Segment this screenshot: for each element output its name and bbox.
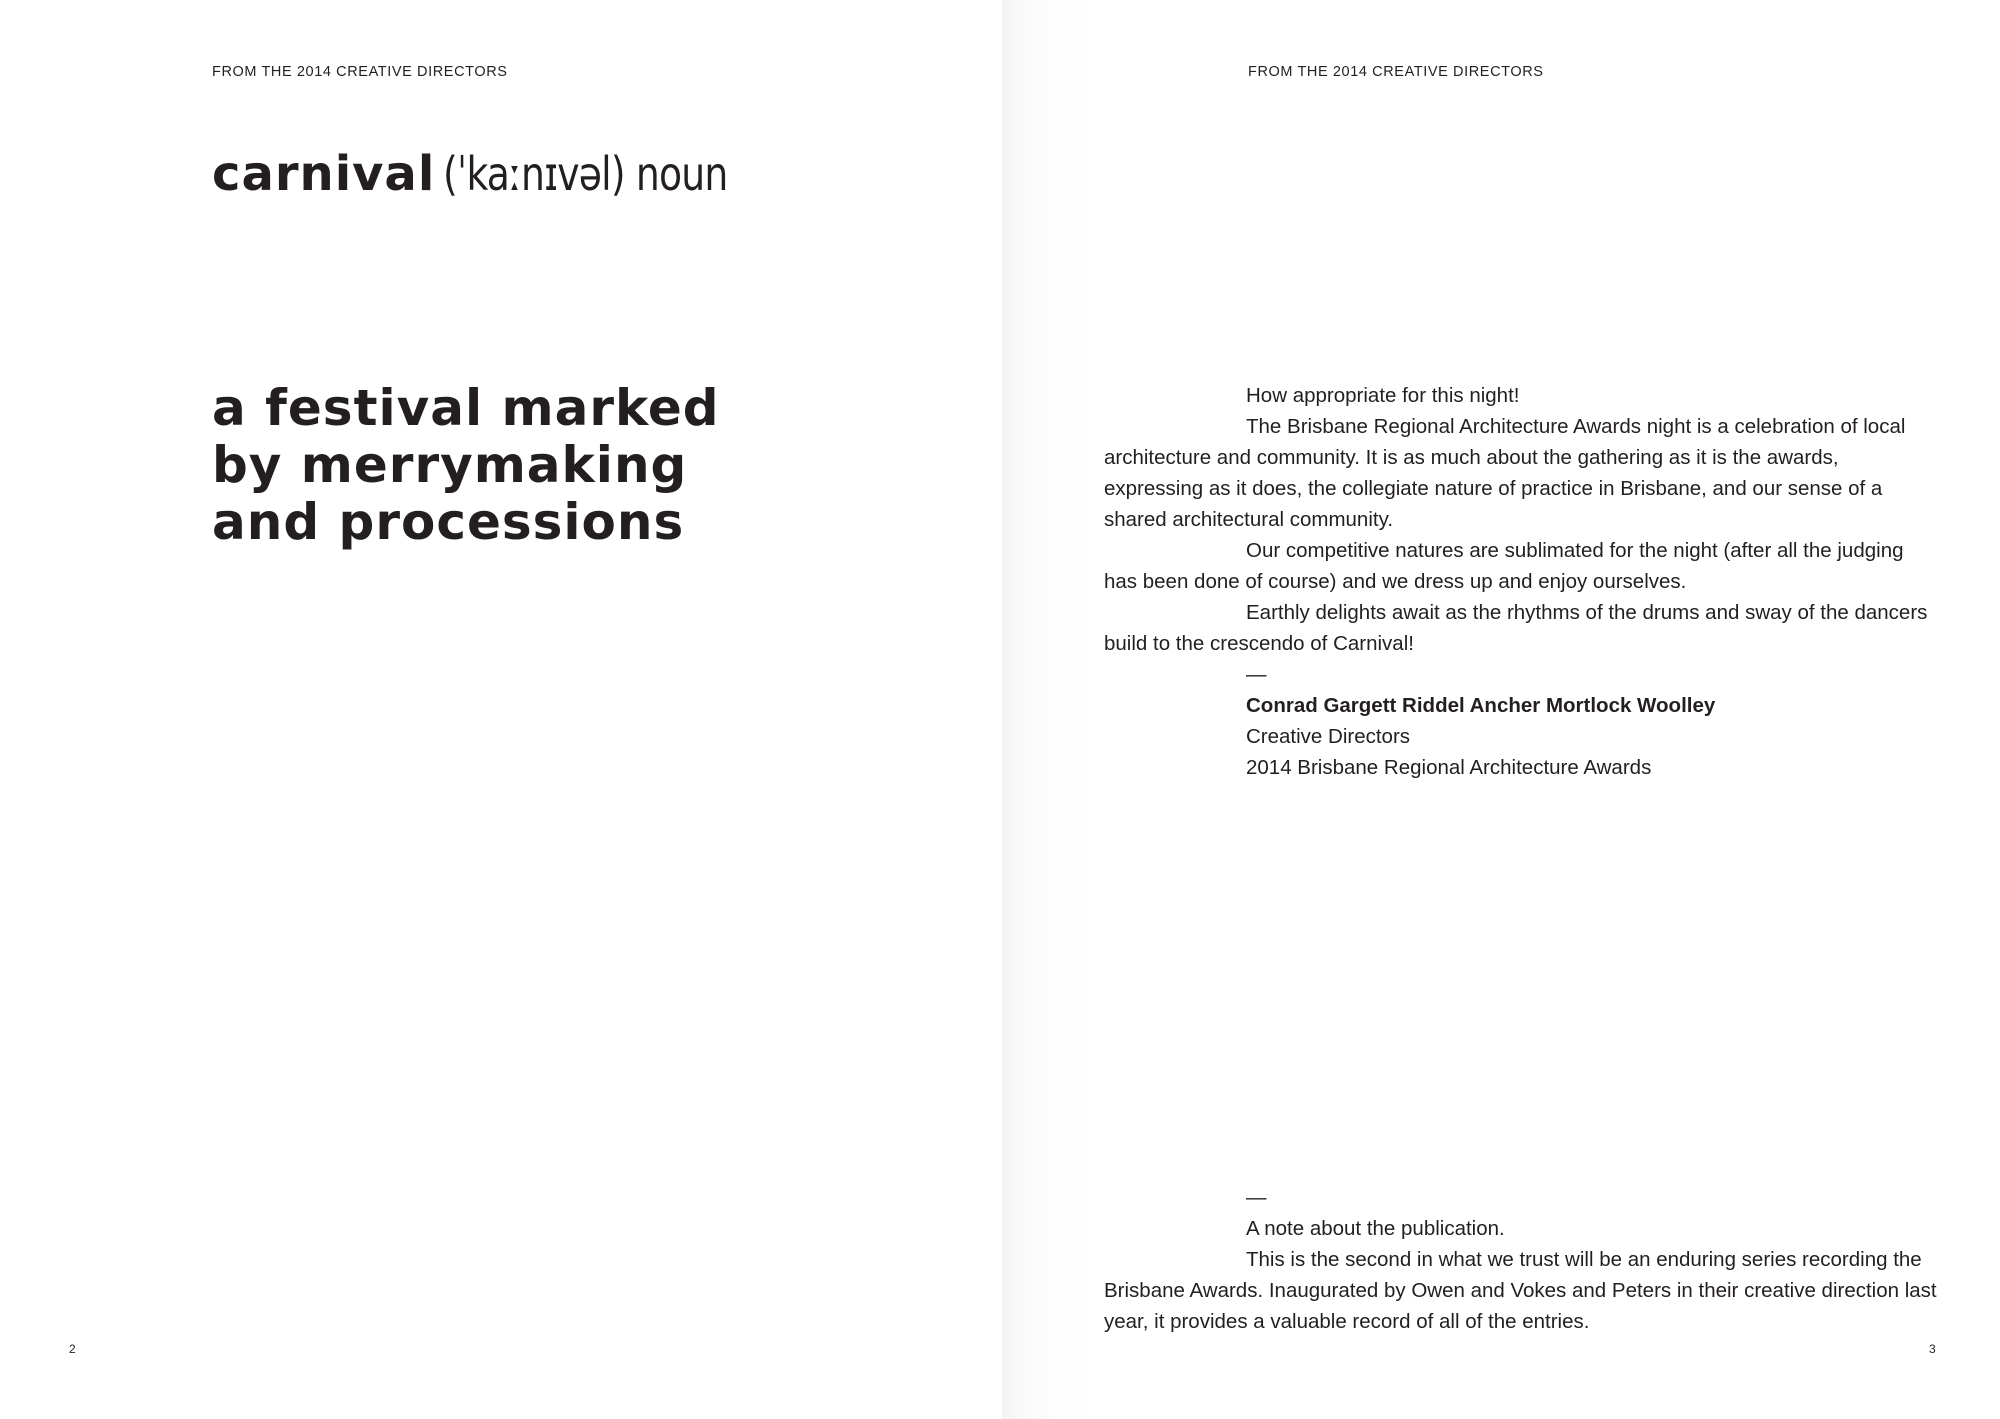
- letter-paragraph-1: How appropriate for this night!: [1246, 384, 1520, 407]
- signature-role: Creative Directors: [1246, 725, 1411, 748]
- note-paragraph: This is the second in what we trust will be an enduring series recording the Brisbane Awards. Inaugurated by Owen and Vokes and Peters in their creative direction last year, it provides a valuable record of all of the entries.: [1104, 1248, 1937, 1333]
- definition-line-3: and processions: [212, 493, 685, 551]
- note-dash: —: [1246, 1186, 1267, 1209]
- signature-event: 2014 Brisbane Regional Architecture Awards: [1246, 756, 1652, 779]
- definition-line-2: by merrymaking: [212, 436, 688, 494]
- running-head-right: FROM THE 2014 CREATIVE DIRECTORS: [1248, 64, 1544, 80]
- definition: [212, 380, 772, 551]
- page-number-right: 3: [1929, 1342, 1936, 1356]
- pronunciation: (ˈkaːnɪvəl) noun: [443, 147, 728, 201]
- definition-line-1: a festival marked: [212, 379, 720, 437]
- letter-paragraph-4: Earthly delights await as the rhythms of the drums and sway of the dancers build to the crescendo of Carnival!: [1104, 601, 1928, 655]
- right-page: [1002, 0, 2000, 1419]
- headword: carnival: [212, 146, 436, 202]
- running-head-left: FROM THE 2014 CREATIVE DIRECTORS: [212, 64, 508, 80]
- letter-body: [1104, 380, 1942, 783]
- page-number-left: 2: [69, 1342, 76, 1356]
- signature-dash: —: [1246, 663, 1267, 686]
- letter-paragraph-3: Our competitive natures are sublimated for the night (after all the judging has been done of course) and we dress up and enjoy ourselves.: [1104, 539, 1904, 593]
- note-heading: A note about the publication.: [1246, 1217, 1505, 1240]
- publication-note: [1104, 1182, 1942, 1337]
- letter-paragraph-2: The Brisbane Regional Architecture Awards night is a celebration of local architecture and community. It is as much about the gathering as it is the awards, expressing as it does, the collegiate nature of practice in Brisbane, and our sense of a shared architectural community.: [1104, 415, 1906, 531]
- signature-name: Conrad Gargett Riddel Ancher Mortlock Woolley: [1246, 694, 1716, 717]
- dictionary-entry: [212, 146, 790, 202]
